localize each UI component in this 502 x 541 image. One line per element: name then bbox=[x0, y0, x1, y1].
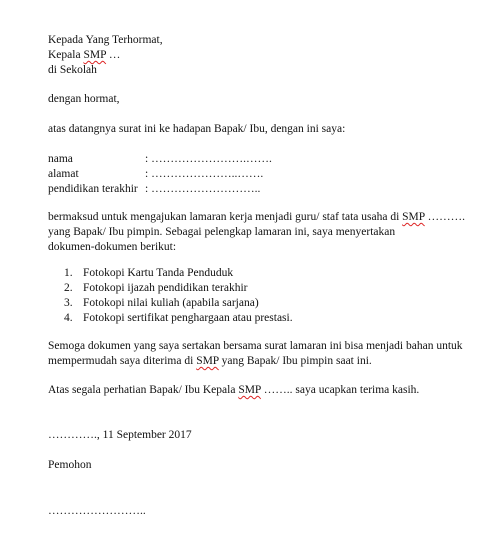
paragraph-line bbox=[48, 354, 488, 369]
school-type: SMP bbox=[402, 211, 425, 223]
field-value: : …………………..……. bbox=[145, 168, 264, 180]
recipient-school-type: SMP bbox=[83, 49, 107, 61]
closing-text: Atas segala perhatian Bapak/ Ibu Kepala bbox=[48, 384, 236, 396]
paragraph-text: yang Bapak/ Ibu pimpin saat ini. bbox=[221, 355, 372, 367]
paragraph-text: bermaksud untuk mengajukan lamaran kerja menjadi guru/ staf tata usaha di bbox=[48, 211, 400, 223]
application-paragraph bbox=[48, 210, 488, 255]
recipient-block bbox=[48, 33, 488, 78]
recipient-title: Kepala bbox=[48, 49, 81, 61]
field-label: nama bbox=[48, 153, 73, 165]
list-item-text: Fotokopi ijazah pendidikan terakhir bbox=[83, 282, 248, 294]
list-item bbox=[64, 311, 502, 326]
field-label: alamat bbox=[48, 168, 79, 180]
paragraph-line: Semoga dokumen yang saya sertakan bersama surat lamaran ini bisa menjadi bahan untuk bbox=[48, 340, 463, 352]
closing-text: …….. saya ucapkan terima kasih. bbox=[263, 384, 420, 396]
letter-date: …………., 11 September 2017 bbox=[48, 429, 192, 441]
list-item-number: 1. bbox=[64, 267, 73, 279]
recipient-line-3: di Sekolah bbox=[48, 64, 97, 76]
list-item-text: Fotokopi Kartu Tanda Penduduk bbox=[83, 267, 234, 279]
field-label: pendidikan terakhir bbox=[48, 183, 138, 195]
documents-list bbox=[64, 266, 502, 326]
list-item bbox=[64, 281, 502, 296]
field-value: : …………………….……. bbox=[145, 153, 272, 165]
list-item-text: Fotokopi nilai kuliah (apabila sarjana) bbox=[83, 297, 259, 309]
field-value: : ……………………….. bbox=[145, 183, 261, 195]
list-item-text: Fotokopi sertifikat penghargaan atau prestasi. bbox=[83, 312, 293, 324]
greeting: dengan hormat, bbox=[48, 93, 120, 105]
signoff: Pemohon bbox=[48, 459, 92, 471]
field-row-education bbox=[48, 182, 488, 197]
school-type: SMP bbox=[238, 384, 261, 396]
school-blank: ………. bbox=[427, 211, 465, 223]
list-item-number: 2. bbox=[64, 282, 73, 294]
paragraph-line bbox=[48, 210, 488, 225]
intro-paragraph: atas datangnya surat ini ke hadapan Bapak/ Ibu, dengan ini saya: bbox=[48, 123, 346, 135]
paragraph-text: mempermudah saya diterima di bbox=[48, 355, 194, 367]
list-item-number: 4. bbox=[64, 312, 73, 324]
paragraph-line: yang Bapak/ Ibu pimpin. Sebagai pelengkap lamaran ini, saya menyertakan bbox=[48, 226, 396, 238]
closing-paragraph bbox=[48, 383, 488, 398]
field-row-name bbox=[48, 152, 488, 167]
recipient-line-1: Kepada Yang Terhormat, bbox=[48, 34, 163, 46]
list-item bbox=[64, 296, 502, 311]
school-type: SMP bbox=[196, 355, 219, 367]
applicant-fields bbox=[48, 152, 488, 197]
signature-line: …………………….. bbox=[48, 505, 146, 517]
field-row-address bbox=[48, 167, 488, 182]
recipient-school-blank: … bbox=[108, 49, 121, 61]
list-item bbox=[64, 266, 502, 281]
paragraph-line: dokumen-dokumen berikut: bbox=[48, 241, 177, 253]
hope-paragraph bbox=[48, 339, 488, 369]
list-item-number: 3. bbox=[64, 297, 73, 309]
recipient-line-2 bbox=[48, 48, 488, 63]
letter-page bbox=[48, 0, 488, 541]
